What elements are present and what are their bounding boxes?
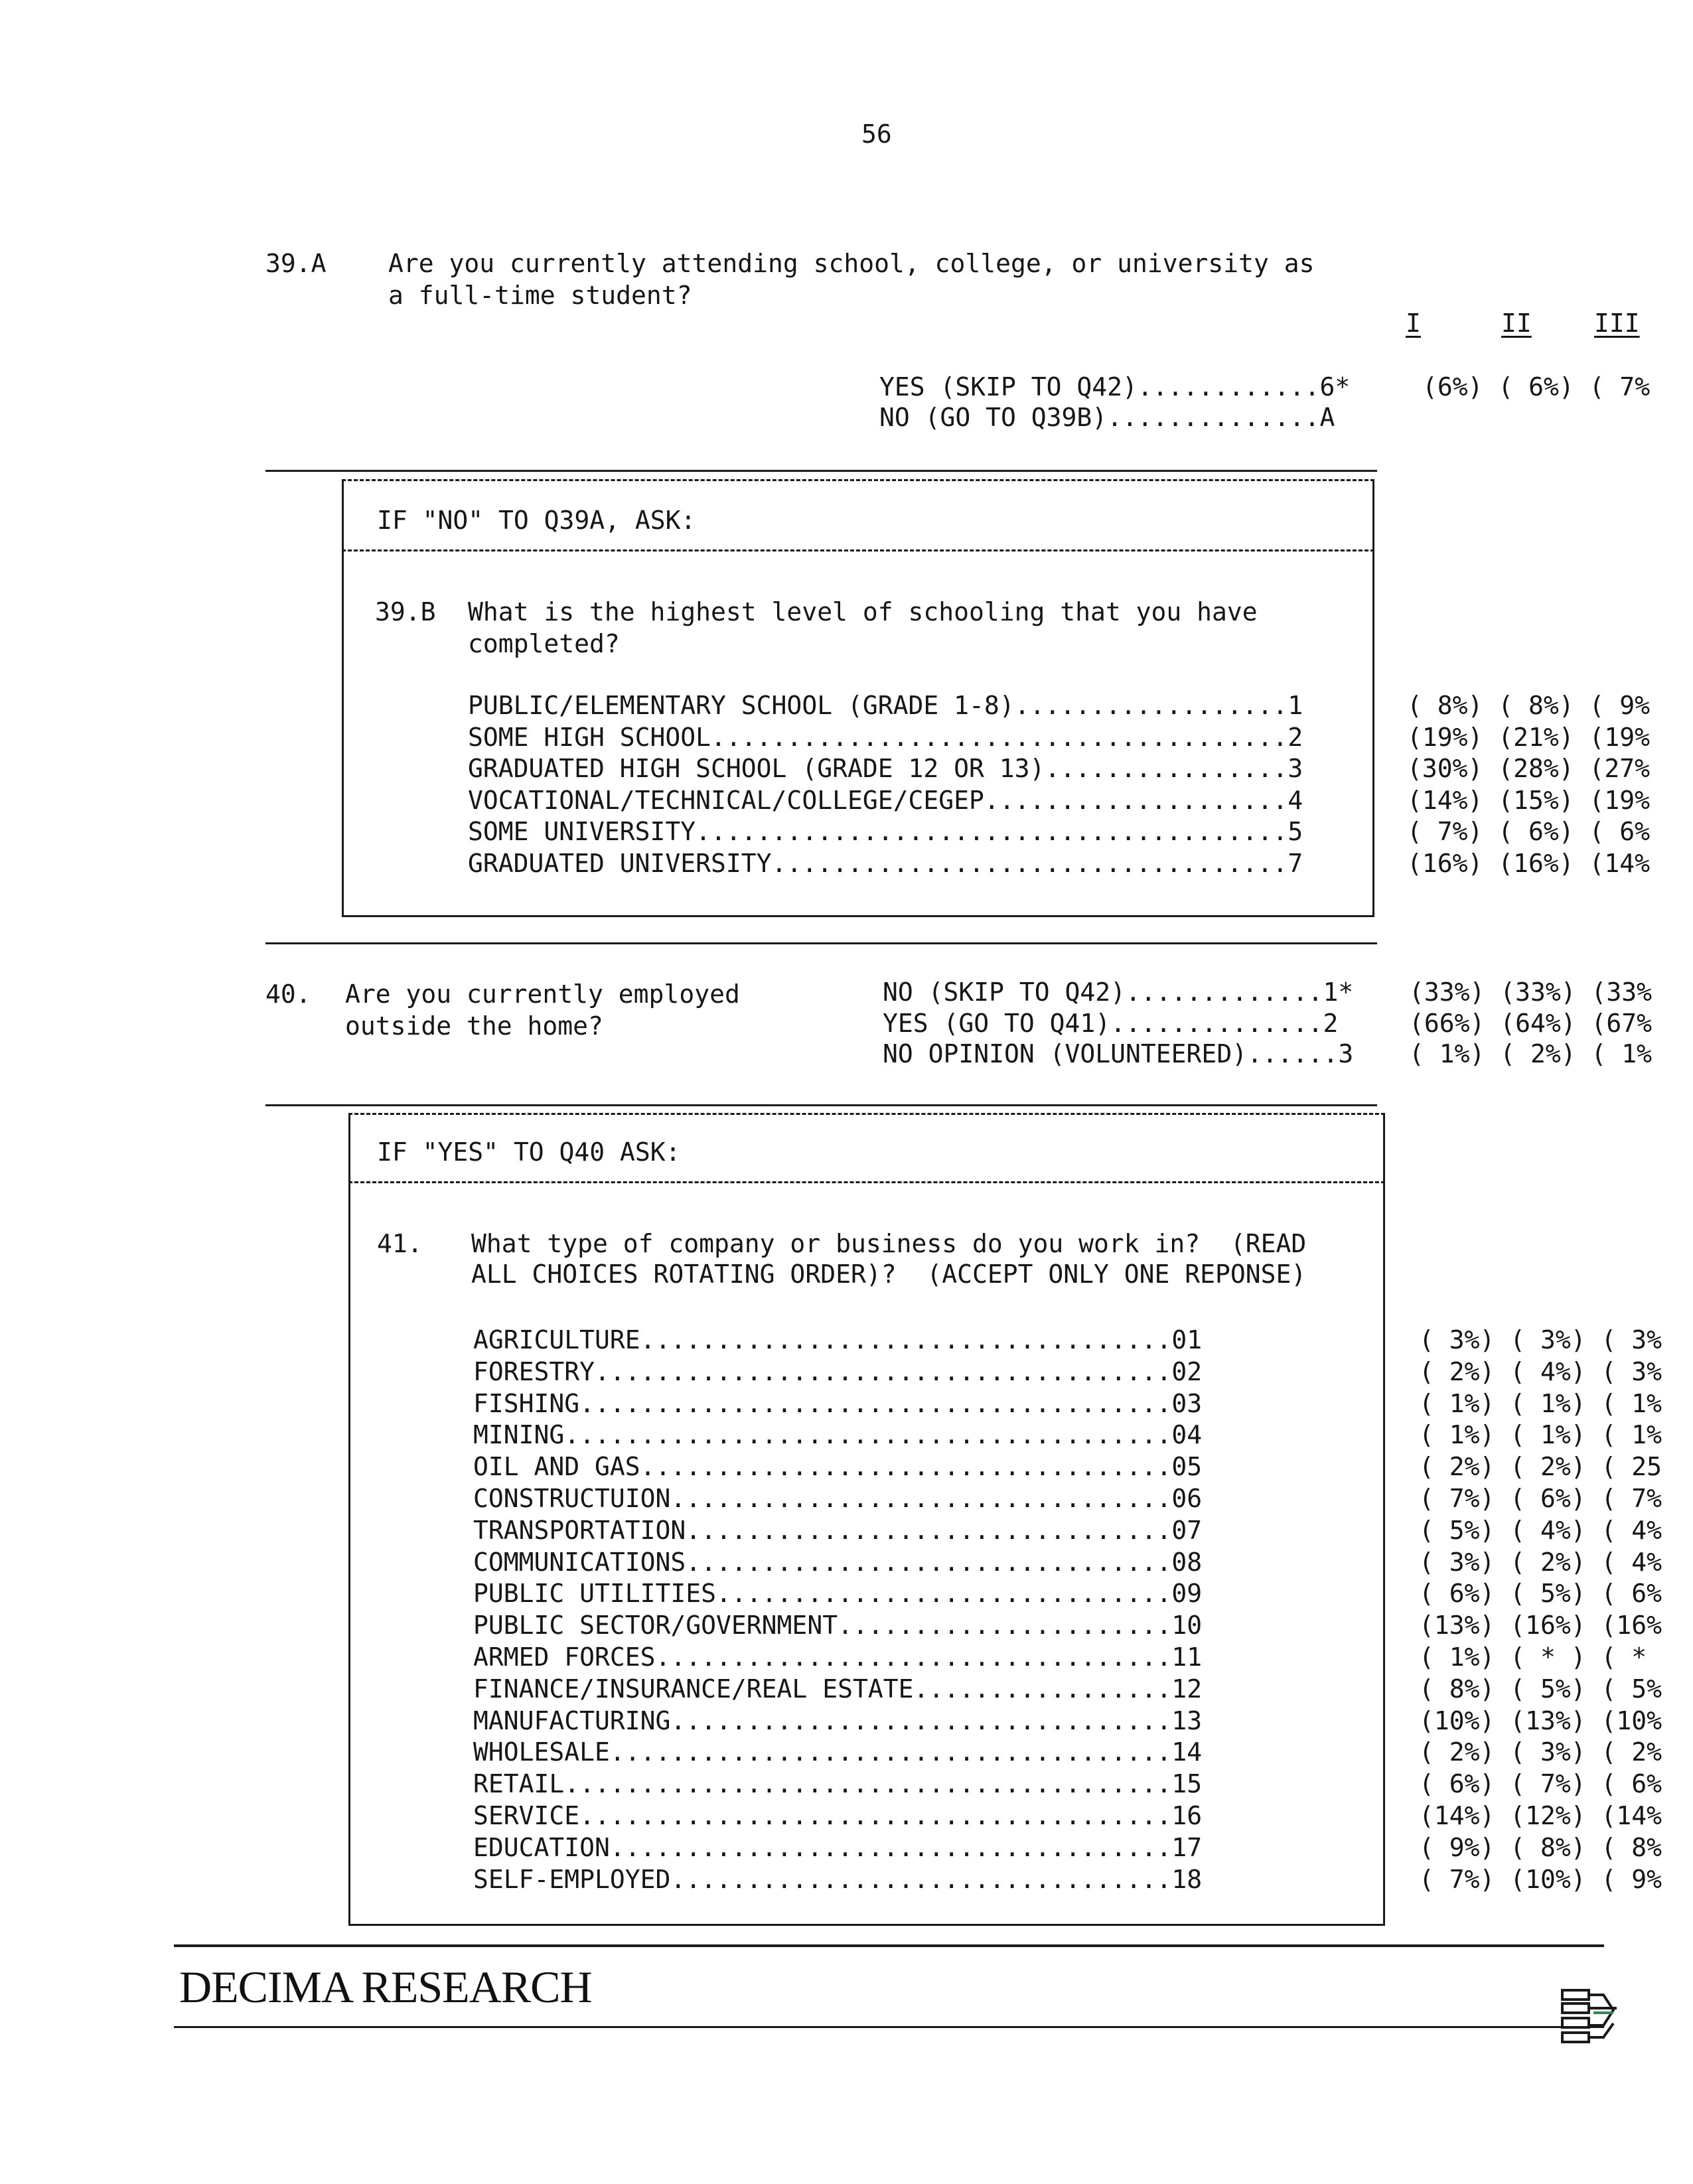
q41-answer-values: ( 6%) ( 5%) ( 6% — [1419, 1579, 1662, 1609]
column-header-i: I — [1406, 309, 1421, 338]
q41-answer-values: ( 7%) (10%) ( 9% — [1419, 1864, 1662, 1894]
q39b-answer-values: (16%) (16%) (14% — [1407, 848, 1651, 878]
q41-condition-divider — [348, 1181, 1385, 1183]
q39b-answer-values: ( 8%) ( 8%) ( 9% — [1407, 691, 1651, 720]
q40-number: 40. — [265, 980, 311, 1009]
q39b-condition-divider — [342, 549, 1374, 551]
q39b-answer-values: (30%) (28%) (27% — [1407, 754, 1651, 783]
q41-answer-values: ( 2%) ( 2%) ( 25 — [1419, 1452, 1662, 1482]
q41-answer: PUBLIC UTILITIES..............................09 — [473, 1579, 1203, 1609]
q39b-text-line2: completed? — [468, 629, 620, 658]
q41-answer-values: (10%) (13%) (10% — [1419, 1706, 1662, 1735]
q41-answer: FORESTRY......................................02 — [473, 1356, 1203, 1386]
q41-answer: PUBLIC SECTOR/GOVERNMENT......................10 — [473, 1611, 1203, 1640]
column-header-ii: II — [1501, 309, 1532, 338]
q40-answer-values: ( 1%) ( 2%) ( 1% — [1409, 1039, 1653, 1068]
q39a-answer-no: NO (GO TO Q39B)..............A — [879, 403, 1335, 432]
q39b-answer-values: ( 7%) ( 6%) ( 6% — [1407, 817, 1651, 846]
q41-answer-values: ( 8%) ( 5%) ( 5% — [1419, 1674, 1662, 1704]
q41-answer-values: (14%) (12%) (14% — [1419, 1801, 1662, 1830]
q41-answer: SERVICE.......................................16 — [473, 1801, 1203, 1830]
q41-text-line2: ALL CHOICES ROTATING ORDER)? (ACCEPT ONLY ONE REPONSE) — [471, 1260, 1307, 1289]
q40-text-line1: Are you currently employed — [345, 980, 740, 1009]
footer-brand: DECIMA RESEARCH — [179, 1962, 592, 2012]
q41-answer: TRANSPORTATION................................07 — [473, 1515, 1203, 1545]
q39b-answer: GRADUATED UNIVERSITY..................................7 — [468, 848, 1303, 878]
q41-answer-values: ( 3%) ( 3%) ( 3% — [1419, 1325, 1662, 1354]
q41-answer: FINANCE/INSURANCE/REAL ESTATE.................12 — [473, 1674, 1203, 1704]
q40-answer-values: (33%) (33%) (33% — [1409, 978, 1653, 1007]
q41-answer-values: ( 3%) ( 2%) ( 4% — [1419, 1547, 1662, 1577]
footer-rule-top — [174, 1944, 1604, 1947]
q39b-number: 39.B — [375, 597, 436, 626]
q39b-answer: SOME UNIVERSITY.......................................5 — [468, 817, 1303, 846]
q41-text-line1: What type of company or business do you work in? (READ — [471, 1229, 1307, 1258]
q39b-answer: VOCATIONAL/TECHNICAL/COLLEGE/CEGEP....................4 — [468, 785, 1303, 815]
q40-answer-values: (66%) (64%) (67% — [1409, 1008, 1653, 1038]
q41-answer-values: ( 2%) ( 4%) ( 3% — [1419, 1356, 1662, 1386]
q39b-answer-values: (19%) (21%) (19% — [1407, 722, 1651, 752]
q39b-condition: IF "NO" TO Q39A, ASK: — [377, 506, 696, 535]
decima-logo-icon — [1526, 1954, 1593, 2021]
q41-answer: OIL AND GAS...................................05 — [473, 1452, 1203, 1482]
q41-answer: MANUFACTURING.................................13 — [473, 1706, 1203, 1735]
page-number: 56 — [861, 119, 892, 149]
q41-answer-values: (13%) (16%) (16% — [1419, 1611, 1662, 1640]
q39a-number: 39.A — [265, 249, 327, 278]
q41-answer: MINING........................................04 — [473, 1420, 1203, 1450]
q39b-text-line1: What is the highest level of schooling that you have — [468, 597, 1258, 626]
divider — [265, 942, 1377, 944]
q41-answer: WHOLESALE.....................................14 — [473, 1737, 1203, 1767]
q39b-answer: SOME HIGH SCHOOL......................................2 — [468, 722, 1303, 752]
q41-answer-values: ( 6%) ( 7%) ( 6% — [1419, 1769, 1662, 1799]
q39b-answer-values: (14%) (15%) (19% — [1407, 785, 1651, 815]
q41-number: 41. — [377, 1229, 423, 1258]
q41-answer: SELF-EMPLOYED.................................18 — [473, 1864, 1203, 1894]
q39b-answer: GRADUATED HIGH SCHOOL (GRADE 12 OR 13)................3 — [468, 754, 1303, 783]
q41-answer-values: ( 5%) ( 4%) ( 4% — [1419, 1515, 1662, 1545]
q39a-answer-yes: YES (SKIP TO Q42)............6* — [879, 372, 1351, 401]
q41-answer: FISHING.......................................03 — [473, 1388, 1203, 1418]
footer-rule-bottom — [174, 2026, 1604, 2028]
q40-answer: YES (GO TO Q41)..............2 — [883, 1008, 1339, 1038]
q40-text-line2: outside the home? — [345, 1011, 603, 1041]
q41-condition: IF "YES" TO Q40 ASK: — [377, 1137, 681, 1167]
q41-answer: ARMED FORCES..................................11 — [473, 1642, 1203, 1672]
q39a-text-line2: a full-time student? — [388, 281, 692, 310]
q41-answer-values: ( 7%) ( 6%) ( 7% — [1419, 1484, 1662, 1513]
q41-answer: RETAIL........................................15 — [473, 1769, 1203, 1799]
divider — [265, 470, 1377, 472]
q41-answer-values: ( 1%) ( * ) ( * — [1419, 1642, 1647, 1672]
q40-answer: NO OPINION (VOLUNTEERED)......3 — [883, 1039, 1354, 1068]
q39b-answer: PUBLIC/ELEMENTARY SCHOOL (GRADE 1-8)..................1 — [468, 691, 1303, 720]
q40-answer: NO (SKIP TO Q42).............1* — [883, 978, 1354, 1007]
q39a-answer-yes-values: (6%) ( 6%) ( 7% — [1422, 372, 1651, 401]
divider — [265, 1104, 1377, 1106]
column-header-iii: III — [1594, 309, 1640, 338]
q41-answer-values: ( 2%) ( 3%) ( 2% — [1419, 1737, 1662, 1767]
q41-answer-values: ( 1%) ( 1%) ( 1% — [1419, 1420, 1662, 1450]
q41-answer: CONSTRUCTUION.................................06 — [473, 1484, 1203, 1513]
q41-answer: COMMUNICATIONS................................08 — [473, 1547, 1203, 1577]
q41-answer-values: ( 9%) ( 8%) ( 8% — [1419, 1832, 1662, 1862]
q41-answer: EDUCATION.....................................17 — [473, 1832, 1203, 1862]
q41-answer-values: ( 1%) ( 1%) ( 1% — [1419, 1388, 1662, 1418]
q39a-text-line1: Are you currently attending school, college, or university as — [388, 249, 1315, 278]
q41-answer: AGRICULTURE...................................01 — [473, 1325, 1203, 1354]
